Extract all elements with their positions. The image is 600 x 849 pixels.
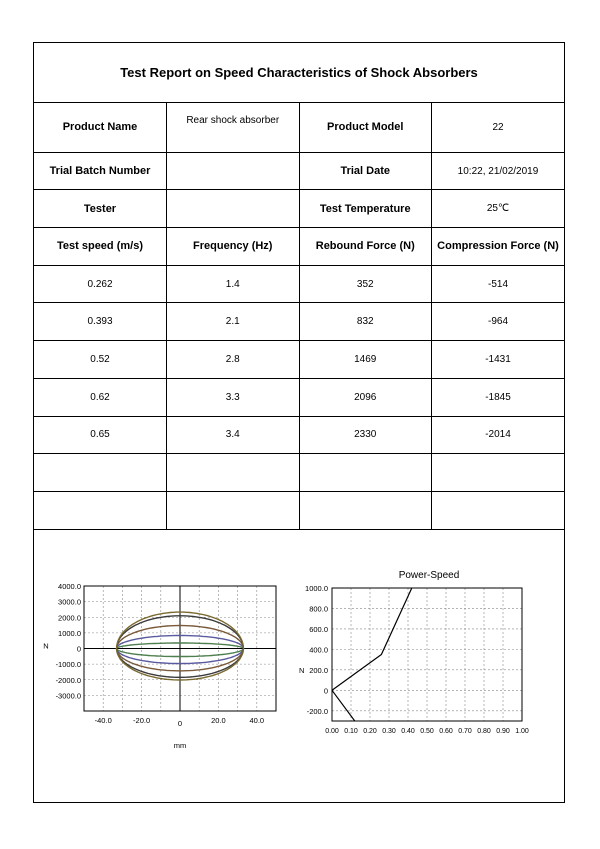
y-tick-label: 0 [76,644,81,654]
x-tick-label: 0.60 [439,728,453,735]
empty-cell [299,454,432,492]
force-displacement-chart [34,573,294,813]
x-tick-label: 0.90 [496,728,510,735]
report-table [34,103,564,530]
x-tick-label: 40.0 [249,716,265,725]
y-tick-label: 400.0 [309,645,328,655]
y-axis-label: N [43,641,49,651]
x-tick-label: 0.40 [401,728,415,735]
y-tick-label: 2000.0 [58,613,81,623]
header-cell: Compression Force (N) [432,228,565,266]
temp-value: 25℃ [432,190,565,228]
empty-cell [34,454,167,492]
report-frame [33,42,565,803]
report-title: Test Report on Speed Characteristics of Shock Absorbers [34,43,564,103]
compression-cell: -964 [432,303,565,341]
frequency-cell: 2.1 [167,303,300,341]
chart-title: Power-Speed [398,570,460,581]
header-cell: Rebound Force (N) [299,228,432,266]
trial-date-value: 10:22, 21/02/2019 [432,152,565,190]
x-tick-label: 0.10 [344,728,358,735]
speed-cell: 0.62 [34,378,167,416]
rebound-cell: 832 [299,303,432,341]
y-tick-label: 1000.0 [58,628,81,638]
speed-cell: 0.65 [34,416,167,454]
x-tick-label: 0 [177,719,183,728]
x-tick-label: 0.20 [363,728,377,735]
power-speed-chart [296,558,556,798]
table-row [34,416,564,454]
x-tick-label: 0.50 [420,728,434,735]
x-tick-label: 1.00 [515,728,529,735]
speed-cell: 0.52 [34,341,167,379]
x-tick-label: 0.70 [458,728,472,735]
tester-label: Tester [34,190,167,228]
table-row [34,378,564,416]
y-tick-label: -1000.0 [55,660,81,670]
y-tick-label: -200.0 [306,706,328,716]
x-tick-label: 0.30 [382,728,396,735]
table-row-empty [34,454,564,492]
compression-cell: -1431 [432,341,565,379]
x-tick-label: 20.0 [211,716,226,725]
header-cell: Test speed (m/s) [34,228,167,266]
product-name-label: Product Name [34,103,167,152]
compression-cell: -2014 [432,416,565,454]
table-row [34,303,564,341]
product-name-value: Rear shock absorber [167,103,300,152]
y-tick-label: 1000.0 [305,584,328,593]
product-model-label: Product Model [299,103,432,152]
table-row [34,265,564,303]
table-row [34,341,564,379]
empty-cell [167,454,300,492]
speed-cell: 0.393 [34,303,167,341]
speed-cell: 0.262 [34,265,167,303]
y-tick-label: 600.0 [309,624,328,634]
compression-cell: -1845 [432,378,565,416]
rebound-cell: 2096 [299,378,432,416]
frequency-cell: 3.4 [167,416,300,454]
y-tick-label: -3000.0 [55,691,81,701]
y-tick-label: 800.0 [309,604,328,614]
info-row [34,152,564,190]
empty-cell [432,454,565,492]
trial-date-label: Trial Date [299,152,432,190]
info-row [34,190,564,228]
series-line-1 [332,588,412,742]
y-tick-label: 4000.0 [58,582,81,591]
charts-area [34,518,564,804]
rebound-cell: 352 [299,265,432,303]
product-model-value: 22 [432,103,565,152]
header-cell: Frequency (Hz) [167,228,300,266]
frequency-cell: 2.8 [167,341,300,379]
y-tick-label: -2000.0 [55,675,81,685]
x-axis-label: mm [173,741,187,750]
x-tick-label: -40.0 [94,716,112,725]
info-row [34,103,564,152]
x-tick-label: -20.0 [133,716,151,725]
frequency-cell: 3.3 [167,378,300,416]
frequency-cell: 1.4 [167,265,300,303]
batch-value [167,152,300,190]
compression-cell: -514 [432,265,565,303]
y-axis-label: N [299,665,305,675]
x-tick-label: 0.00 [325,728,339,735]
rebound-cell: 2330 [299,416,432,454]
results-header-row [34,228,564,266]
temp-label: Test Temperature [299,190,432,228]
y-tick-label: 0 [323,686,328,696]
y-tick-label: 3000.0 [58,597,81,607]
batch-label: Trial Batch Number [34,152,167,190]
rebound-cell: 1469 [299,341,432,379]
tester-value [167,190,300,228]
x-tick-label: 0.80 [477,728,491,735]
y-tick-label: 200.0 [309,665,328,675]
